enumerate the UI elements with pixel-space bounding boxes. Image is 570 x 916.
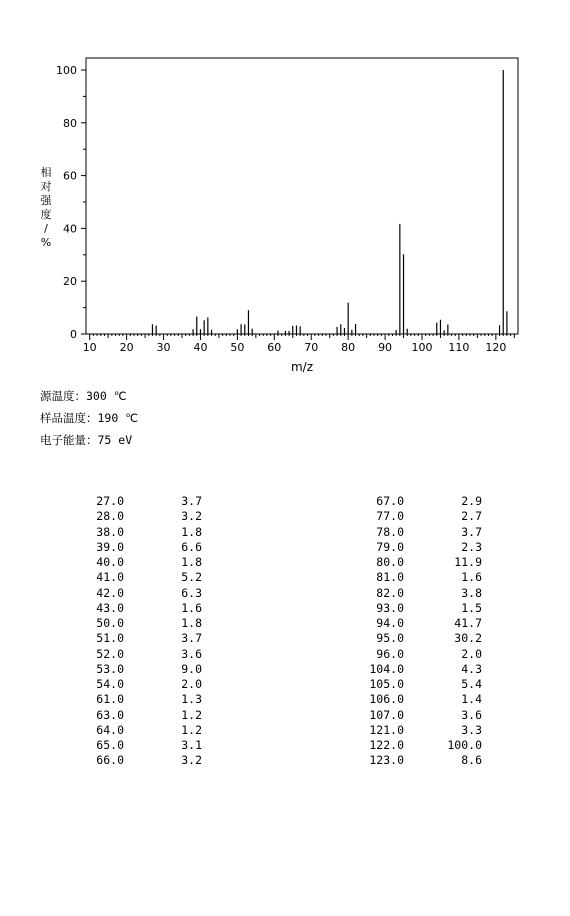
table-cell-mz-right: 104.0 bbox=[369, 661, 404, 676]
table-cell-intensity-right: 2.3 bbox=[461, 539, 482, 554]
x-tick-label: 110 bbox=[448, 341, 470, 354]
table-cell-intensity-left: 1.8 bbox=[181, 616, 202, 630]
table-cell-intensity-left: 1.6 bbox=[181, 600, 202, 615]
plot-frame bbox=[86, 58, 518, 334]
table-cell-intensity-left: 9.0 bbox=[181, 661, 202, 676]
sample-temperature-value: 190 ℃ bbox=[97, 411, 139, 425]
source-temperature-value: 300 ℃ bbox=[86, 389, 127, 403]
table-cell-intensity-left: 1.8 bbox=[181, 555, 202, 569]
table-cell-mz-left: 50.0 bbox=[96, 616, 124, 630]
source-temperature-label: 源温度： bbox=[40, 389, 86, 403]
table-cell-intensity-right: 3.3 bbox=[461, 722, 482, 737]
table-cell-intensity-left: 1.3 bbox=[181, 692, 202, 707]
y-tick-label: 40 bbox=[63, 222, 77, 236]
table-cell-mz-left: 66.0 bbox=[96, 753, 124, 768]
table-cell-mz-right: 77.0 bbox=[376, 509, 404, 524]
x-tick-label: 120 bbox=[485, 341, 507, 354]
x-tick-label: 80 bbox=[341, 341, 356, 354]
table-cell-intensity-right: 1.5 bbox=[461, 600, 482, 615]
table-row bbox=[0, 601, 570, 616]
x-tick-label: 100 bbox=[411, 341, 433, 354]
table-cell-intensity-left: 5.2 bbox=[181, 570, 202, 585]
electron-energy bbox=[40, 432, 132, 448]
table-cell-mz-left: 41.0 bbox=[96, 570, 124, 585]
table-cell-mz-right: 105.0 bbox=[369, 677, 404, 691]
table-cell-mz-right: 67.0 bbox=[376, 494, 404, 508]
table-row bbox=[0, 616, 570, 631]
table-cell-intensity-left: 1.8 bbox=[181, 524, 202, 539]
peak-table bbox=[0, 494, 570, 769]
table-cell-mz-right: 107.0 bbox=[369, 707, 404, 722]
table-row bbox=[0, 586, 570, 601]
table-cell-intensity-right: 3.8 bbox=[461, 585, 482, 600]
table-cell-mz-left: 38.0 bbox=[96, 524, 124, 539]
table-cell-intensity-right: 1.6 bbox=[461, 570, 482, 585]
table-cell-intensity-left: 1.2 bbox=[181, 722, 202, 737]
table-cell-intensity-right: 2.7 bbox=[461, 509, 482, 524]
table-cell-mz-left: 27.0 bbox=[96, 494, 124, 508]
table-row bbox=[0, 723, 570, 738]
table-cell-intensity-right: 8.6 bbox=[461, 753, 482, 768]
table-row bbox=[0, 570, 570, 585]
table-row bbox=[0, 631, 570, 646]
x-tick-label: 30 bbox=[156, 341, 171, 354]
table-cell-mz-right: 94.0 bbox=[376, 616, 404, 630]
table-cell-mz-left: 52.0 bbox=[96, 646, 124, 661]
x-tick-label: 10 bbox=[82, 341, 97, 354]
table-row bbox=[0, 692, 570, 707]
table-cell-intensity-left: 6.3 bbox=[181, 585, 202, 600]
table-cell-intensity-right: 11.9 bbox=[454, 555, 482, 569]
sample-temperature-label: 样品温度： bbox=[40, 411, 98, 425]
table-cell-intensity-right: 4.3 bbox=[461, 661, 482, 676]
table-cell-intensity-left: 3.1 bbox=[181, 738, 202, 752]
x-tick-label: 50 bbox=[230, 341, 245, 354]
table-cell-mz-right: 93.0 bbox=[376, 600, 404, 615]
table-cell-mz-right: 82.0 bbox=[376, 585, 404, 600]
table-cell-intensity-right: 41.7 bbox=[454, 616, 482, 630]
table-cell-mz-right: 80.0 bbox=[376, 555, 404, 569]
table-cell-mz-left: 54.0 bbox=[96, 677, 124, 691]
x-tick-label: 60 bbox=[267, 341, 282, 354]
y-tick-label: 0 bbox=[70, 328, 77, 341]
y-tick-label: 100 bbox=[56, 64, 77, 77]
table-row bbox=[0, 525, 570, 540]
table-cell-mz-left: 43.0 bbox=[96, 600, 124, 615]
table-cell-mz-right: 121.0 bbox=[369, 722, 404, 737]
table-row bbox=[0, 708, 570, 723]
table-row bbox=[0, 753, 570, 768]
sample-temperature bbox=[40, 410, 138, 426]
table-row bbox=[0, 509, 570, 524]
table-cell-mz-left: 39.0 bbox=[96, 539, 124, 554]
table-cell-intensity-right: 30.2 bbox=[454, 631, 482, 646]
x-tick-label: 20 bbox=[119, 341, 134, 354]
x-axis-label: m/z bbox=[290, 360, 314, 374]
table-cell-intensity-right: 1.4 bbox=[461, 692, 482, 707]
table-cell-mz-right: 122.0 bbox=[369, 738, 404, 752]
table-cell-mz-left: 40.0 bbox=[96, 555, 124, 569]
table-cell-mz-right: 106.0 bbox=[369, 692, 404, 707]
table-row bbox=[0, 677, 570, 692]
table-cell-mz-right: 78.0 bbox=[376, 524, 404, 539]
table-cell-mz-left: 63.0 bbox=[96, 707, 124, 722]
table-cell-intensity-right: 5.4 bbox=[461, 677, 482, 691]
table-cell-mz-left: 53.0 bbox=[96, 661, 124, 676]
table-row bbox=[0, 662, 570, 677]
table-cell-intensity-right: 3.7 bbox=[461, 524, 482, 539]
table-cell-intensity-left: 1.2 bbox=[181, 707, 202, 722]
table-cell-intensity-right: 100.0 bbox=[447, 738, 482, 752]
source-temperature bbox=[40, 388, 127, 404]
table-row bbox=[0, 540, 570, 555]
table-cell-intensity-left: 3.7 bbox=[181, 494, 202, 508]
table-cell-mz-right: 123.0 bbox=[369, 753, 404, 768]
table-cell-intensity-left: 3.7 bbox=[181, 631, 202, 646]
x-tick-label: 40 bbox=[193, 341, 208, 354]
y-tick-label: 20 bbox=[63, 275, 77, 289]
table-cell-mz-left: 42.0 bbox=[96, 585, 124, 600]
x-tick-label: 70 bbox=[304, 341, 319, 354]
table-cell-intensity-left: 3.2 bbox=[181, 509, 202, 524]
electron-energy-label: 电子能量： bbox=[40, 433, 98, 447]
table-cell-mz-right: 81.0 bbox=[376, 570, 404, 585]
table-cell-mz-right: 95.0 bbox=[376, 631, 404, 646]
table-row bbox=[0, 494, 570, 509]
table-row bbox=[0, 555, 570, 570]
table-cell-intensity-left: 6.6 bbox=[181, 539, 202, 554]
table-row bbox=[0, 738, 570, 753]
table-cell-intensity-right: 3.6 bbox=[461, 707, 482, 722]
table-cell-intensity-left: 3.2 bbox=[181, 753, 202, 768]
y-tick-label: 60 bbox=[63, 169, 77, 183]
x-tick-label: 90 bbox=[378, 341, 393, 354]
table-cell-intensity-left: 3.6 bbox=[181, 646, 202, 661]
table-cell-intensity-left: 2.0 bbox=[181, 677, 202, 691]
table-cell-mz-left: 64.0 bbox=[96, 722, 124, 737]
table-cell-mz-left: 51.0 bbox=[96, 631, 124, 646]
table-cell-intensity-right: 2.9 bbox=[461, 494, 482, 508]
y-axis-label: 相对强度/ % bbox=[40, 166, 52, 249]
table-cell-mz-left: 61.0 bbox=[96, 692, 124, 707]
table-cell-mz-right: 79.0 bbox=[376, 539, 404, 554]
table-cell-mz-left: 28.0 bbox=[96, 509, 124, 524]
mass-spectrum-chart bbox=[0, 0, 570, 380]
electron-energy-value: 75 eV bbox=[97, 433, 133, 447]
table-cell-mz-right: 96.0 bbox=[376, 646, 404, 661]
table-row bbox=[0, 647, 570, 662]
table-cell-intensity-right: 2.0 bbox=[461, 646, 482, 661]
table-cell-mz-left: 65.0 bbox=[96, 738, 124, 752]
y-tick-label: 80 bbox=[63, 116, 77, 130]
